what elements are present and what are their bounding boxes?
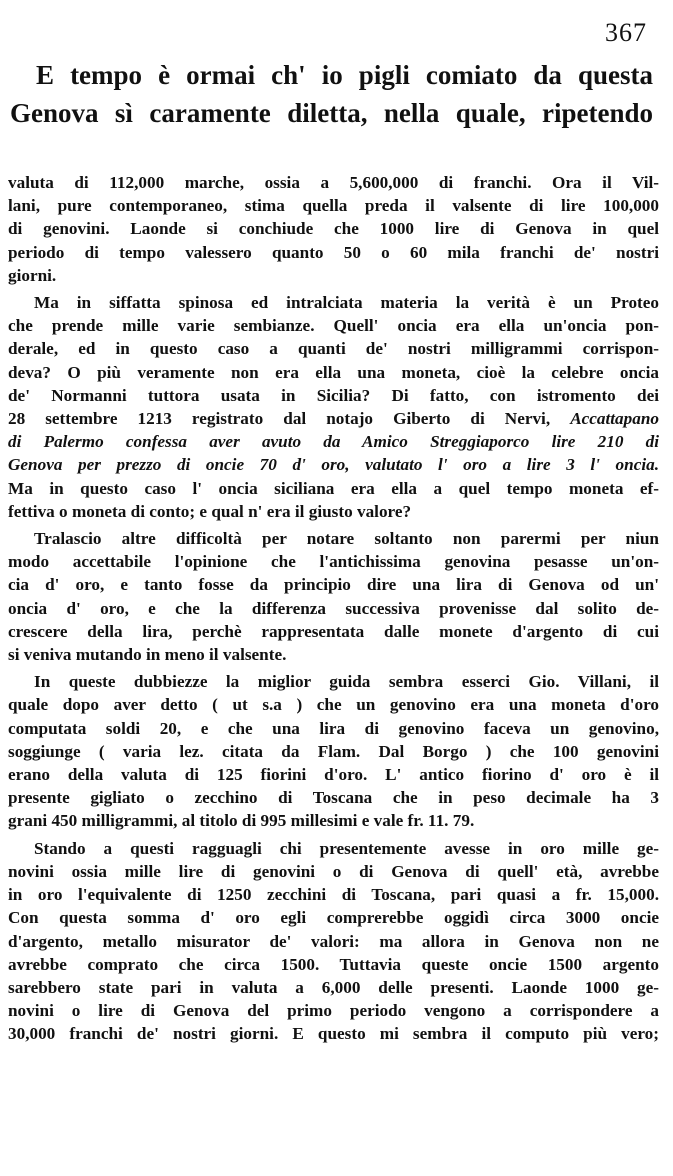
text-line: Ma in siffatta spinosa ed intralciata materia la verità è un Proteo [34,293,659,313]
text-line: che prende mille varie sembianze. Quell' oncia era ella un'oncia pon- [8,316,659,336]
text-line: modo accettabile l'opinione che l'antichissima genovina pesasse un'on- [8,552,659,572]
italic-line: di Palermo confessa aver avuto da Amico Streggiaporco lire 210 di [8,432,659,452]
text-line [8,407,659,430]
text-line: Con questa somma d' oro egli comprerebbe oggidì circa 3000 oncie [8,908,659,928]
text-line: valuta di 112,000 marche, ossia a 5,600,000 di franchi. Ora il Vil- [8,173,659,192]
text-line: In queste dubbiezze la miglior guida sembra esserci Gio. Villani, il [34,672,659,692]
text-line: di genovini. Laonde si conchiude che 1000 lire di Genova in quel [8,219,659,239]
page-number: 367 [605,18,647,47]
text-line: Stando a questi ragguagli chi presentemente avesse in oro mille ge- [34,838,659,858]
text-line: de' Normanni tuttora usata in Sicilia? Di fatto, con istromento dei [8,385,659,405]
text-line: novini o lire di Genova del primo periodo vengono a corrispondere a [8,1001,659,1021]
text-line: cia d' oro, e tanto fosse da principio dire una lira di Genova od un' [8,575,659,595]
paragraph [8,670,659,832]
text-line: derale, ed in questo caso a quanti de' nostri milligrammi corrispon- [8,339,659,359]
italic-line: Genova per prezzo di oncie 70 d' oro, valutato l' oro a lire 3 l' oncia. [8,455,659,475]
text-line: si veniva mutando in meno il valsente. [8,645,287,665]
text-line: giorni. [8,265,57,285]
text-line: novini ossia mille lire di genovini o di Genova di quell' età, avrebbe [8,861,659,881]
text-line: lani, pure contemporaneo, stima quella preda il valsente di lire 100,000 [8,196,659,216]
paragraph [8,837,659,1046]
body-text [8,171,659,1046]
paragraph [8,527,659,666]
text-line: grani 450 milligrammi, al titolo di 995 millesimi e vale fr. 11. 79. [8,811,475,831]
text-line: Tralascio altre difficoltà per notare soltanto non parermi per niun [34,529,659,549]
text-line: deva? O più veramente non era ella una moneta, cioè la celebre oncia [8,362,659,382]
text-line: erano della valuta di 125 fiorini d'oro. L' antico fiorino d' oro è il [8,765,659,785]
text-line: crescere della lira, perchè rappresentata dalle monete d'argento di cui [8,621,659,641]
text-line: Ma in questo caso l' oncia siciliana era ella a quel tempo moneta ef- [8,478,659,498]
text-line: oncia d' oro, e che la differenza successiva provenisse dal solito de- [8,598,659,618]
heading-line: Genova sì caramente diletta, nella quale, ripetendo [10,98,653,128]
text-line: 30,000 franchi de' nostri giorni. E questo mi sembra il computo più vero; [8,1024,659,1044]
text-line: in oro l'equivalente di 1250 zecchini di Toscana, pari quasi a fr. 15,000. [8,885,659,905]
text-line: quale dopo aver detto ( ut s.a ) che un genovino era una moneta d'oro [8,695,659,715]
paragraph [8,171,659,287]
text-line: presente gigliato o zecchino di Toscana che in peso decimale ha 3 [8,788,659,808]
heading-line: E tempo è ormai ch' io pigli comiato da questa [36,60,653,90]
italic-segment: Accattapano [570,409,659,429]
text-line: soggiunge ( varia lez. citata da Flam. Dal Borgo ) che 100 genovini [8,741,659,761]
text-line: periodo di tempo valessero quanto 50 o 60 mila franchi de' nostri [8,242,659,262]
paragraph [8,291,659,523]
text-line: fettiva o moneta di conto; e qual n' era il giusto valore? [8,501,412,521]
text-line: d'argento, metallo misurator de' valori: ma allora in Genova non ne [8,931,659,951]
section-heading [10,56,653,132]
text-line: sarebbero state pari in valuta a 6,000 delle presenti. Laonde 1000 ge- [8,977,659,997]
text-line: avrebbe comprato che circa 1500. Tuttavia queste oncie 1500 argento [8,954,659,974]
text-segment: 28 settembre 1213 registrato dal notajo Giberto di Nervi, [8,409,571,429]
text-line: computata soldi 20, e che una lira di genovino faceva un genovino, [8,718,659,738]
